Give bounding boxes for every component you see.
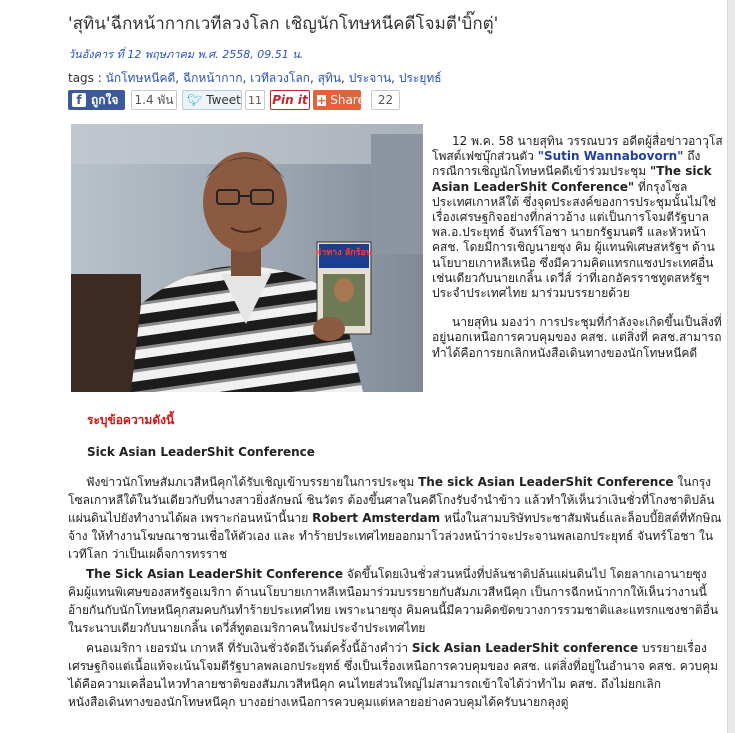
facebook-name: "Sutin Wannabovorn" <box>537 149 684 164</box>
tag-link[interactable]: นักโทษหนีคดี <box>105 71 176 85</box>
share-label: Share <box>330 93 365 107</box>
photo-illustration <box>71 124 423 392</box>
pinterest-pin-button[interactable]: Pin it <box>270 90 310 110</box>
tag-link[interactable]: ประจาน <box>348 71 392 85</box>
plus-icon: + <box>317 93 327 107</box>
facebook-like-label: ถูกใจ <box>91 92 119 107</box>
facebook-icon: f <box>72 93 86 107</box>
lead-paragraph: นายสุทิน มองว่า การประชุมที่กำลังจะเกิดขึ้นเป็นสิ่งที่อยู่นอกเหนือการควบคุมของ คสช. แต่สิ่งที่ คสช.สามารถทำได้คือการยกเลิกหนังสือเดินทางของนักโทษหนีคดี <box>432 315 722 360</box>
tweet-count: 11 <box>245 90 265 110</box>
share-count: 22 <box>371 90 400 110</box>
tag-link[interactable]: ฉีกหน้ากาก <box>182 71 243 85</box>
quote-heading: ระบุข้อความดังนี้ <box>87 413 175 427</box>
tags-label: tags : <box>68 71 102 85</box>
body-paragraph: ฟังข่าวนักโทษสัมภเวสีหนีคุกได้รับเชิญเข้าบรรยายในการประชุม The sick Asian LeaderShit Conference ในกรุงโซลเกาหลีใต้ในวันเดียวกับที่นางสาวยิ่งลักษณ์ ชินวัตร ต้องขึ้นศาลในคดีโกงรับจำนำข้าว แล้วทำให้เห็นว่าเงินชั่วที่โกงชาติปล้นแผ่นดินไปยังทำงานได้ผล เพราะก่อนหน้านี้นาย Robert Amsterdam หนึ่งในสามบริษัทประชาสัมพันธ์และล็อบบี้ยิสต์ที่ทักษิณจ้าง ให้ทำงานโฆษณาชวนเชื่อให้ตัวเอง และ ทำร้ายประเทศไทยออกมาโวล่วงหน้าว่าจะประจานพลเอกประยุทธ์ จันทร์โอชา ในเวทีโลก ว่าเป็นเผด็จการทรราช <box>68 475 722 561</box>
twitter-bird-icon: 🐦︎ <box>187 93 203 107</box>
body-paragraph: คนอเมริกา เยอรมัน เกาหลี ที่รับเงินชั่วจัดอีเว้นต์ครั้งนี้อ้างคำว่า Sick Asian LeaderShit conference บรรยายเรื่องเศรษฐกิจแต่เนื้อแท้จะเน้นโจมตีรัฐบาลพลเอกประยุทธ์ ซึ่งเป็นเรื่องเหนือการควบคุมของ คสช. แต่สิ่งที่อยู่ในอำนาจ คสช. ควบคุมได้คือความเคลื่อนไหวทำลายชาติของสัมภเวสีหนีคุก คนไทยส่วนใหญ่ไม่สามารถเข้าใจได้ว่าทำไม คสช. ถึงไม่ยกเลิกหนังสือเดินทางของนักโทษหนีคุก บางอย่างเหนือการควบคุมแต่หลายอย่างควบคุมได้ครับนายกลุงตู่ <box>68 641 719 709</box>
article-title: 'สุทิน'ฉีกหน้ากากเวทีลวงโลก เชิญนักโทษหนีคดีโจมตี'บิ๊กตู่' <box>68 14 499 34</box>
quote-subheading: Sick Asian LeaderShit Conference <box>87 445 315 459</box>
tweet-label: Tweet <box>206 93 241 107</box>
tweet-button[interactable] <box>182 90 242 110</box>
tag-list: tags : นักโทษหนีคดี, ฉีกหน้ากาก, เวทีลวงโลก, สุทิน, ประจาน, ประยุทธ์ <box>68 71 442 85</box>
facebook-like-count: 1.4 พัน <box>131 90 177 110</box>
tag-link[interactable]: ประยุทธ์ <box>398 71 442 85</box>
article-date: วันอังคาร ที่ 12 พฤษภาคม พ.ศ. 2558, 09.51 น. <box>68 48 304 61</box>
lead-text <box>432 134 724 375</box>
page-scroll-edge <box>727 0 735 733</box>
magazine-cover-text: ผ่าทาง ลักร้อน <box>315 248 373 258</box>
tag-link[interactable]: สุทิน <box>317 71 342 85</box>
body-paragraph: The Sick Asian LeaderShit Conference จัดขึ้นโดยเงินชั่วส่วนหนึ่งที่ปล้นชาติปล้นแผ่นดินไป โดยลากเอานายซุง คิมผู้แทนพิเศษของสหรัฐอเมริกา ด้านนโยบายเกาหลีเหนือมาร่วมบรรยายกับสัมภเวสีหนีคุก เป็นการฉีกหน้ากากให้เห็นว่างานนี้อ้ายกันกับนักโทษหนีคุกสมคบกันทำร้ายประเทศไทย เพราะนายซุง คิมคนนี้มีความคิดขัดขวางการรวมชาติและแทรกแซงชาติอื่นในระนาบเดียวกับนายเกลิ้น เดวี่ส์ทูตอเมริกาคนใหม่ประจำประเทศไทย <box>68 567 719 635</box>
facebook-like-button[interactable] <box>68 90 125 110</box>
share-button[interactable] <box>313 90 365 110</box>
lead-paragraph: 12 พ.ค. 58 นายสุทิน วรรณบวร อดีตผู้สื่อข่าวอาวุโส โพสต์เฟซบุ๊กส่วนตัว "Sutin Wannabovorn" ถึงกรณีการเชิญนักโทษหนีคดีเข้าร่วมประชุม "The sick Asian LeaderShit Conference" ที่กรุงโซล ประเทศเกาหลีใต้ ซึ่งจุดประสงค์ของการประชุมนั้นไม่ใช่เรื่องเศรษฐกิจอย่างที่กล่าวอ้าง แต่เป็นการโจมตีรัฐบาล พล.อ.ประยุทธ์ จันทร์โอชา นายกรัฐมนตรี และหัวหน้า คสช. โดยมีการเชิญนายซุง คิม ผู้แทนพิเศษสหรัฐฯ ด้านนโยบายเกาหลีเหนือ ซึ่งมีความคิดแทรกแซงประเทศอื่น เช่นเดียวกับนายเกลิ้น เดวี่ส์ ว่าที่เอกอัครราชทูตสหรัฐฯ ประจำประเทศไทย มาร่วมบรรยายด้วย <box>432 134 723 301</box>
conference-name: "The sick Asian LeaderShit Conference" <box>432 164 712 194</box>
tag-link[interactable]: เวทีลวงโลก <box>250 71 310 85</box>
article-photo <box>71 124 423 392</box>
